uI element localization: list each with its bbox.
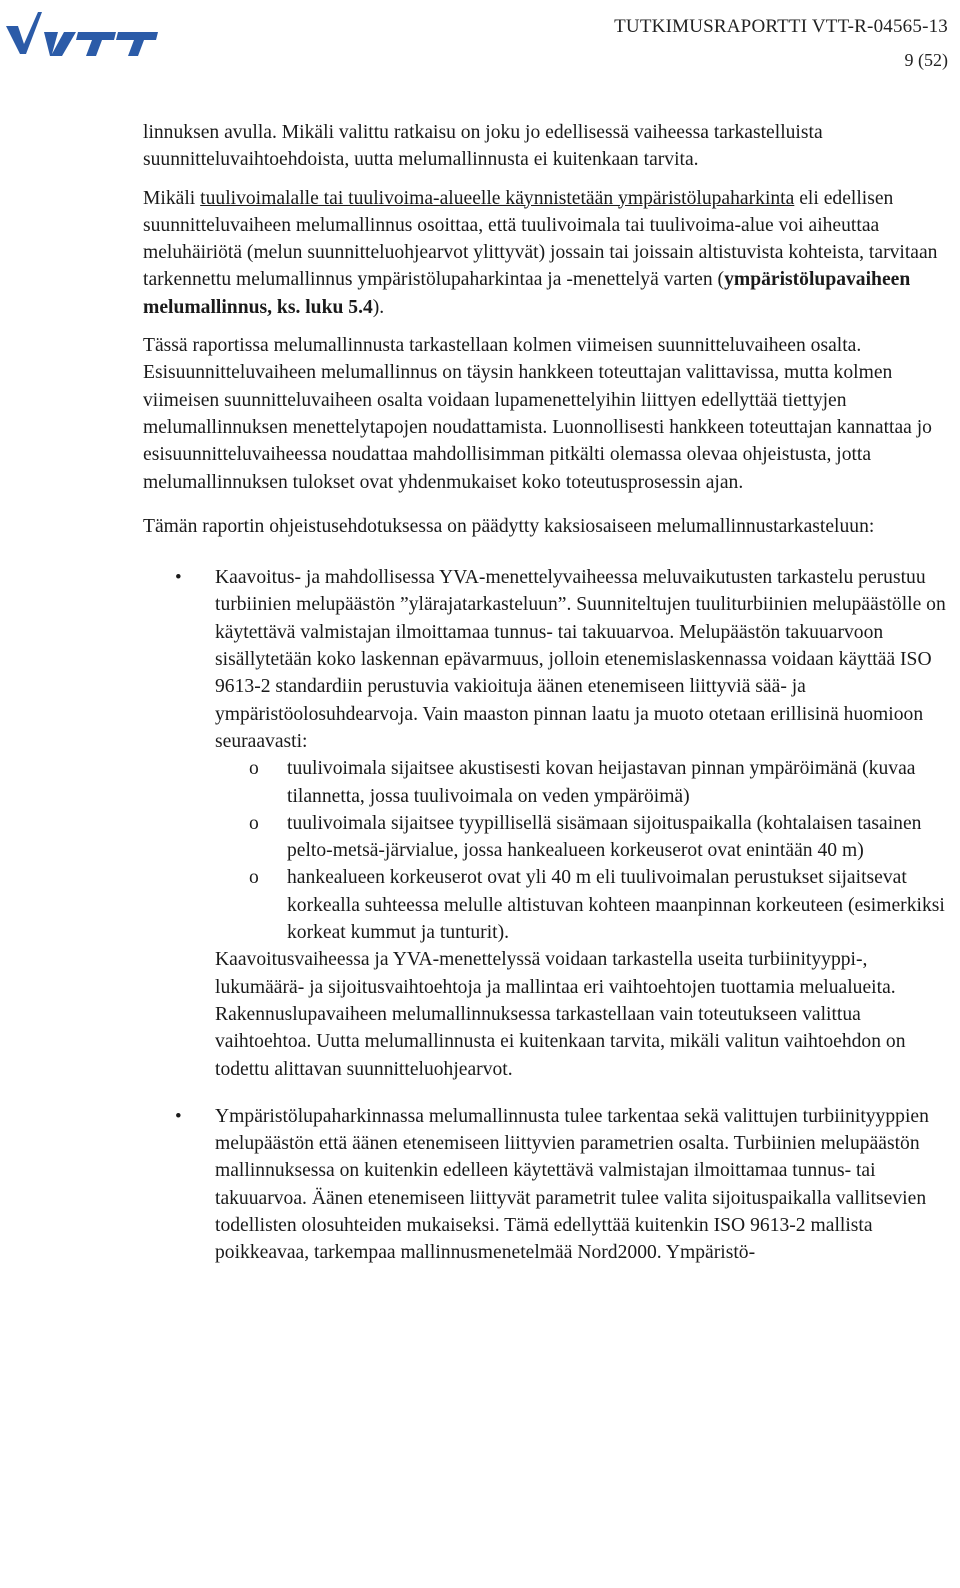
sub-item-text: hankealueen korkeuserot ovat yli 40 m eli tuulivoimalan perustukset sijaitsevat korkealla suhteessa melulle altistuvan kohteen maanpinnan korkeuteen (esimerkiksi korkeat kummut ja tunturit). xyxy=(287,867,945,944)
sub-item-text: tuulivoimala sijaitsee akustisesti kovan heijastavan pinnan ympäröimänä (kuvaa tilannetta, jossa tuulivoimala on veden ympäröimä) xyxy=(287,758,916,807)
bullet-list xyxy=(143,564,948,1266)
bullet-1-outro: Kaavoitusvaiheessa ja YVA-menettelyssä voidaan tarkastella useita turbiinityyppi-, lukumäärä- ja sijoitusvaihtoehtoja ja mallintaa eri vaihtoehtojen tuottamia melualueita. Rakennuslupavaiheen melumallinnuksessa tarkastellaan vain toteutukseen valittua vaihtoehtoa. Uutta melumallinnusta ei kuitenkaan tarvita, mikäli valitun vaihtoehdon on todettu alittavan suunnitteluohjearvot. xyxy=(215,949,906,1080)
sub-item-3 xyxy=(215,864,948,946)
vtt-logo xyxy=(4,4,160,60)
paragraph-2-bold-ref: ympäristölupavaiheen melumallinnus, ks. luku 5.4 xyxy=(143,269,911,318)
sub-item-text: tuulivoimala sijaitsee tyypillisellä sisämaan sijoituspaikalla (kohtalaisen tasainen pelto-metsä-järvialue, jossa hankealueen korkeuserot ovat enintään 40 m) xyxy=(287,812,922,862)
bullet-icon: • xyxy=(175,1105,182,1127)
bullet-item-1 xyxy=(143,564,948,1083)
report-id: TUTKIMUSRAPORTTI VTT-R-04565-13 xyxy=(614,16,948,37)
sub-bullet-icon: o xyxy=(249,758,259,780)
sub-item-1 xyxy=(215,755,948,810)
sub-bullet-icon: o xyxy=(249,867,259,889)
paragraph-4: Tämän raportin ohjeistusehdotuksessa on päädytty kaksiosaiseen melumallinnustarkasteluun: xyxy=(143,515,875,537)
page-header xyxy=(0,0,960,80)
paragraph-2-end: ). xyxy=(372,296,385,318)
paragraph-3: Tässä raportissa melumallinnusta tarkastellaan kolmen viimeisen suunnitteluvaiheen osalta. Esisuunnitteluvaiheen melumallinnus on täysin hankkeen toteuttajan valittavissa, mutta kolmen viimeisen suunnitteluvaiheen osalta voidaan lupamenettelyihin liittyen edellyttää tiettyjen melumallinnuksen menettelytapojen noudattamista. Luonnollisesti hankkeen toteuttajan kannattaa jo esisuunnitteluvaiheessa noudattaa mahdollisimman pitkälti olemassa olevaa ohjeistusta, jotta melumallinnuksen tulokset ovat yhdenmukaiset koko toteutusprosessin ajan. xyxy=(143,335,932,493)
sub-list xyxy=(215,755,948,946)
page-number: 9 (52) xyxy=(904,50,948,70)
paragraph-2-middle: eli edellisen suunnitteluvaiheen melumallinnus osoittaa, että tuulivoimala tai tuulivoima-alue voi aiheuttaa meluhäiriötä (melun suunnitteluohjearvot ylittyvät) jossain tai joissain altistuvista kohteista, tarvitaan tarkennettu melumallinnus ympäristölupaharkintaa ja -menettelyä varten ( xyxy=(143,187,938,291)
body-text xyxy=(143,119,948,1267)
paragraph-2-underlined: tuulivoimalalle tai tuulivoima-alueelle käynnistetään ympäristölupaharkinta xyxy=(200,187,795,209)
bullet-icon: • xyxy=(175,567,182,589)
logo-text: VTT xyxy=(4,4,6,5)
bullet-item-2 xyxy=(143,1103,948,1267)
bullet-2-text: Ympäristölupaharkinnassa melumallinnusta tulee tarkentaa sekä valittujen turbiinityyppien melupäästön että äänen etenemiseen liittyvien parametrien osalta. Turbiinien melupäästön mallinnuksessa on kuitenkin edelleen käytettävä valmistajan ilmoittamaa tunnus- tai takuuarvoa. Äänen etenemiseen liittyvät parametrit tulee valita sijoituspaikalla vallitsevien todellisten olosuhteiden mukaiseksi. Tämä edellyttää kuitenkin ISO 9613-2 mallista poikkeavaa, tarkempaa mallinnusmenetelmää Nord2000. Ympäristö- xyxy=(215,1105,929,1264)
paragraph-2-start: Mikäli xyxy=(143,187,201,209)
bullet-1-intro: Kaavoitus- ja mahdollisessa YVA-menettelyvaiheessa meluvaikutusten tarkastelu perustuu turbiinien melupäästön ”ylärajatarkasteluun”. Suunniteltujen tuuliturbiinien melupäästölle on käytettävä valmistajan ilmoittamaa tunnus- tai takuuarvoa. Melupäästön takuuarvoon sisällytetään koko laskennan epävarmuus, jolloin etenemislaskennassa voidaan käyttää ISO 9613-2 standardiin perustuvia vakioituja äänen etenemiseen liittyviä sää- ja ympäristöolosuhdearvoja. Vain maaston pinnan laatu ja muoto otetaan erillisinä huomioon seuraavasti: xyxy=(215,567,946,752)
sub-bullet-icon: o xyxy=(249,812,259,834)
paragraph-1: linnuksen avulla. Mikäli valittu ratkaisu on joku jo edellisessä vaiheessa tarkastelluista suunnitteluvaihtoehdoista, uutta melumallinnusta ei kuitenkaan tarvita. xyxy=(143,122,823,171)
sub-item-2 xyxy=(215,810,948,865)
paragraph-2 xyxy=(143,185,948,321)
